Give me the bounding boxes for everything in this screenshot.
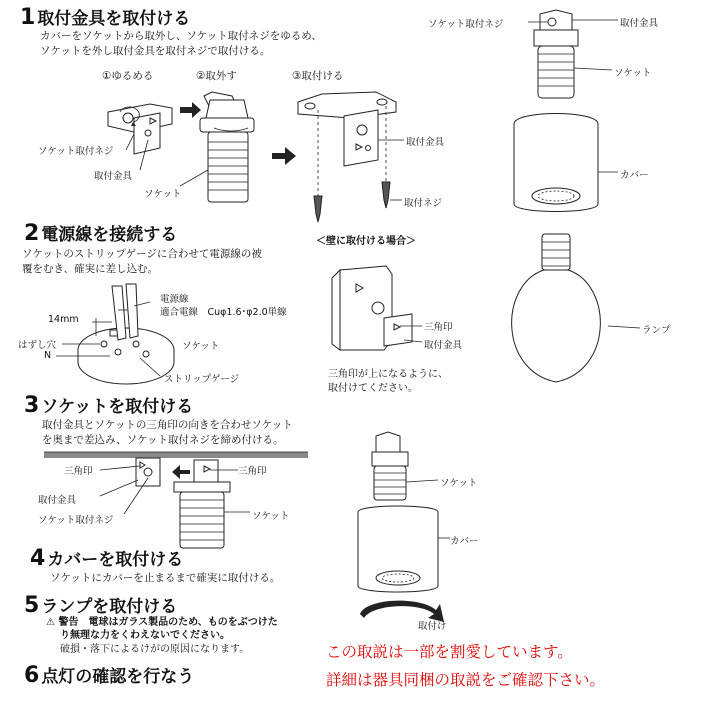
step1-desc-2: ソケットを外し取付金具を取付ネジで取付ける。 <box>40 45 271 57</box>
step3-number: 3 <box>24 393 40 418</box>
step5-warning-3: 破損・落下によるけがの原因になります。 <box>60 644 250 655</box>
notice-line-2: 詳細は器具同梱の取説をご確認下さい。 <box>326 671 606 689</box>
step3-socket-screw-label: ソケット取付ネジ <box>38 515 114 526</box>
neutral-label: N <box>44 350 52 361</box>
triangle-note-1: 三角印が上になるように、 <box>328 369 448 380</box>
step5-warning-1: ⚠ 警告 電球はガラス製品のため、ものをぶつけた <box>46 617 278 628</box>
step4-cover-label: カバー <box>450 536 479 547</box>
step5-warning-2: り無理な力をくわえないでください。 <box>60 630 230 641</box>
step2-desc-1: ソケットのストリップゲージに合わせて電源線の被 <box>22 248 262 260</box>
exploded-cover-label: カバー <box>620 170 649 181</box>
step3-desc-1: 取付金具とソケットの三角印の向きを合わせソケット <box>42 419 293 431</box>
notice-line-1: この取説は一部を割愛しています。 <box>326 643 573 661</box>
step2-bracket-label: 取付金具 <box>424 340 463 351</box>
step1-number: 1 <box>20 5 36 30</box>
exploded-socket-screw-label: ソケット取付ネジ <box>428 19 504 30</box>
step1-title-text: 取付金具を取付ける <box>37 9 191 29</box>
step3-socket-label: ソケット <box>252 511 290 522</box>
wall-mount-note: ＜壁に取付ける場合＞ <box>316 236 416 247</box>
strip-gauge-label: ストリップゲージ <box>164 374 240 385</box>
step5-title <box>24 592 177 618</box>
step6-number: 6 <box>24 663 40 688</box>
strip-length: 14mm <box>48 314 79 325</box>
step6-title-text: 点灯の確認を行なう <box>41 667 195 687</box>
step3-desc-2: を奥まで差込み、ソケット取付ネジを締め付ける。 <box>42 434 284 446</box>
step4-desc: ソケットにカバーを止まるまで確実に取付ける。 <box>50 572 281 584</box>
step4-socket-label: ソケット <box>440 478 478 489</box>
step1-label-socket-screw: ソケット取付ネジ <box>38 146 114 157</box>
step2-number: 2 <box>24 221 40 246</box>
step5-number: 5 <box>24 593 40 618</box>
step1-sub3: ③取付ける <box>292 70 344 82</box>
step3-bracket-label: 取付金具 <box>38 495 77 506</box>
triangle-note-2: 取付けてください。 <box>328 383 418 394</box>
exploded-bracket-label: 取付金具 <box>620 18 659 29</box>
step1-label-bracket-right: 取付金具 <box>406 137 445 148</box>
step1-label-screw: 取付ネジ <box>404 198 443 209</box>
step1-label-bracket: 取付金具 <box>94 171 133 182</box>
release-hole-label: はずし穴 <box>18 340 57 351</box>
step3-triangle-left: 三角印 <box>64 466 93 477</box>
step6-title <box>24 662 194 688</box>
step2-triangle-label: 三角印 <box>424 322 453 333</box>
wire-label: 電源線 <box>160 294 189 305</box>
step2-title-text: 電源線を接続する <box>41 225 178 245</box>
step4-title-text: カバーを取付ける <box>47 550 184 570</box>
exploded-lamp-label: ランプ <box>642 325 671 336</box>
step4-number: 4 <box>30 546 46 571</box>
step2-desc-2: 覆をむき、確実に差し込む。 <box>22 263 159 275</box>
exploded-socket-label: ソケット <box>614 68 652 79</box>
step3-title-text: ソケットを取付ける <box>41 397 194 417</box>
step1-desc-1: カバーをソケットから取外し、ソケット取付ネジをゆるめ、 <box>40 30 322 42</box>
step2-socket-label: ソケット <box>182 341 220 352</box>
step5-attach-label: 取付け <box>418 621 447 632</box>
step3-triangle-right: 三角印 <box>238 466 267 477</box>
step5-title-text: ランプを取付ける <box>41 597 178 617</box>
step1-sub2: ②取外す <box>196 70 237 82</box>
wire-spec: 適合電線 Cuφ1.6･φ2.0単線 <box>160 307 287 318</box>
step1-label-socket: ソケット <box>144 189 182 200</box>
step1-sub1: ①ゆるめる <box>102 70 154 82</box>
